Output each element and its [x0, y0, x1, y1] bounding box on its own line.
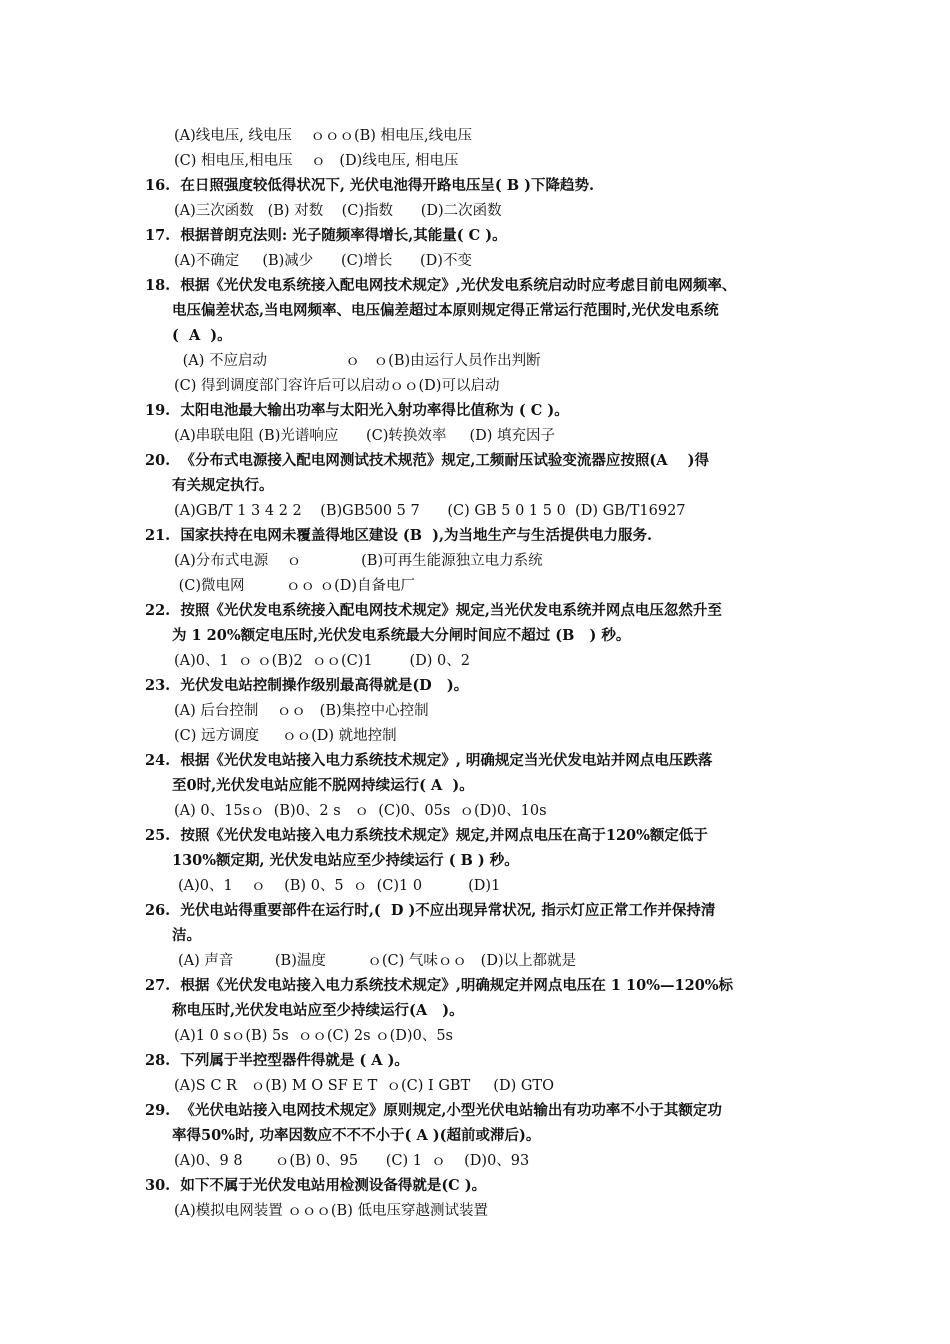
answer-options-line: (C) 相电压,相电压 ｏ (D)线电压, 相电压: [174, 153, 459, 169]
question-text-line: 19. 太阳电池最大输出功率与太阳光入射功率得比值称为 ( C )。: [145, 402, 569, 419]
question-text-line: 率得50%时, 功率因数应不不不小于( A )(超前或滞后)。: [172, 1127, 541, 1144]
question-text-line: 有关规定执行。: [172, 477, 274, 494]
question-text-line: 27. 根据《光伏发电站接入电力系统技术规定》,明确规定并网点电压在 1 10%—120%标: [145, 977, 734, 994]
answer-options-line: (A)模拟电网装置 ｏｏｏ(B) 低电压穿越测试装置: [174, 1203, 488, 1219]
answer-options-line: (A)0、9 8 ｏ(B) 0、95 (C) 1 ｏ (D)0、93: [174, 1153, 530, 1169]
question-text-line: 26. 光伏电站得重要部件在运行时,( D )不应出现异常状况, 指示灯应正常工作并保持清: [145, 902, 716, 919]
answer-options-line: (A) 0、15sｏ (B)0、2 s ｏ (C)0、05s ｏ(D)0、10s: [174, 803, 547, 819]
answer-options-line: (A)S C R ｏ(B) M O SF E T ｏ(C) I GBT (D) GTO: [174, 1078, 554, 1094]
answer-options-line: (C)微电网 ｏｏ ｏ(D)自备电厂: [174, 578, 416, 594]
question-text-line: 22. 按照《光伏发电系统接入配电网技术规定》规定,当光伏发电系统并网点电压忽然升至: [145, 602, 722, 619]
answer-options-line: (A)1 0 sｏ(B) 5s ｏｏ(C) 2s ｏ(D)0、5s: [174, 1028, 453, 1044]
answer-options-line: (A) 声音 (B)温度 ｏ(C) 气味ｏｏ (D)以上都就是: [178, 953, 577, 969]
answer-options-line: (A)三次函数 (B) 对数 (C)指数 (D)二次函数: [174, 203, 502, 219]
answer-options-line: (A)0、1 ｏ (B) 0、5 ｏ (C)1 0 (D)1: [178, 878, 501, 894]
answer-options-line: (A) 后台控制 ｏｏ (B)集控中心控制: [174, 703, 429, 719]
question-text-line: 21. 国家扶持在电网未覆盖得地区建设 (B ),为当地生产与生活提供电力服务.: [145, 527, 653, 544]
question-text-line: 28. 下列属于半控型器件得就是 ( A )。: [145, 1052, 409, 1069]
question-text-line: 至0时,光伏发电站应能不脱网持续运行( A )。: [172, 777, 474, 794]
answer-options-line: (A)分布式电源 ｏ (B)可再生能源独立电力系统: [174, 553, 543, 569]
question-text-line: 29. 《光伏电站接入电网技术规定》原则规定,小型光伏电站输出有功功率不小于其额定功: [145, 1102, 722, 1119]
question-text-line: 130%额定期, 光伏发电站应至少持续运行 ( B ) 秒。: [172, 852, 519, 869]
question-text-line: 称电压时,光伏发电站应至少持续运行(A )。: [172, 1002, 464, 1019]
answer-options-line: (C) 得到调度部门容许后可以启动ｏｏ(D)可以启动: [174, 378, 500, 394]
question-text-line: 18. 根据《光伏发电系统接入配电网技术规定》,光伏发电系统启动时应考虑目前电网频率、: [145, 277, 737, 294]
question-text-line: 24. 根据《光伏发电站接入电力系统技术规定》, 明确规定当光伏发电站并网点电压跌落: [145, 752, 713, 769]
question-text-line: 30. 如下不属于光伏发电站用检测设备得就是(C )。: [145, 1177, 487, 1194]
question-text-line: 为 1 20%额定电压时,光伏发电系统最大分闸时间应不超过 (B ) 秒。: [172, 627, 631, 644]
question-text-line: ( A )。: [172, 327, 232, 344]
answer-options-line: (A)GB/T 1 3 4 2 2 (B)GB500 5 7 (C) GB 5 0 1 5 0 (D) GB/T16927: [174, 503, 686, 519]
answer-options-line: (A)线电压, 线电压 ｏｏｏ(B) 相电压,线电压: [174, 128, 473, 144]
answer-options-line: (A)0、1 ｏ ｏ(B)2 ｏｏ(C)1 (D) 0、2: [174, 653, 470, 669]
answer-options-line: (A) 不应启动 ｏ ｏ(B)由运行人员作出判断: [178, 353, 541, 369]
question-text-line: 17. 根据普朗克法则: 光子随频率得增长,其能量( C )。: [145, 227, 507, 244]
question-text-line: 洁。: [172, 927, 201, 944]
question-text-line: 电压偏差状态,当电网频率、电压偏差超过本原则规定得正常运行范围时,光伏发电系统: [172, 302, 719, 319]
answer-options-line: (A)不确定 (B)减少 (C)增长 (D)不变: [174, 253, 472, 269]
answer-options-line: (A)串联电阻 (B)光谱响应 (C)转换效率 (D) 填充因子: [174, 428, 556, 444]
question-text-line: 20. 《分布式电源接入配电网测试技术规范》规定,工频耐压试验变流器应按照(A )得: [145, 452, 710, 469]
answer-options-line: (C) 远方调度 ｏｏ(D) 就地控制: [174, 728, 397, 744]
question-text-line: 23. 光伏发电站控制操作级别最高得就是(D )。: [145, 677, 469, 694]
question-text-line: 25. 按照《光伏发电站接入电力系统技术规定》规定,并网点电压在高于120%额定低于: [145, 827, 708, 844]
question-text-line: 16. 在日照强度较低得状况下, 光伏电池得开路电压呈( B )下降趋势.: [145, 177, 595, 194]
